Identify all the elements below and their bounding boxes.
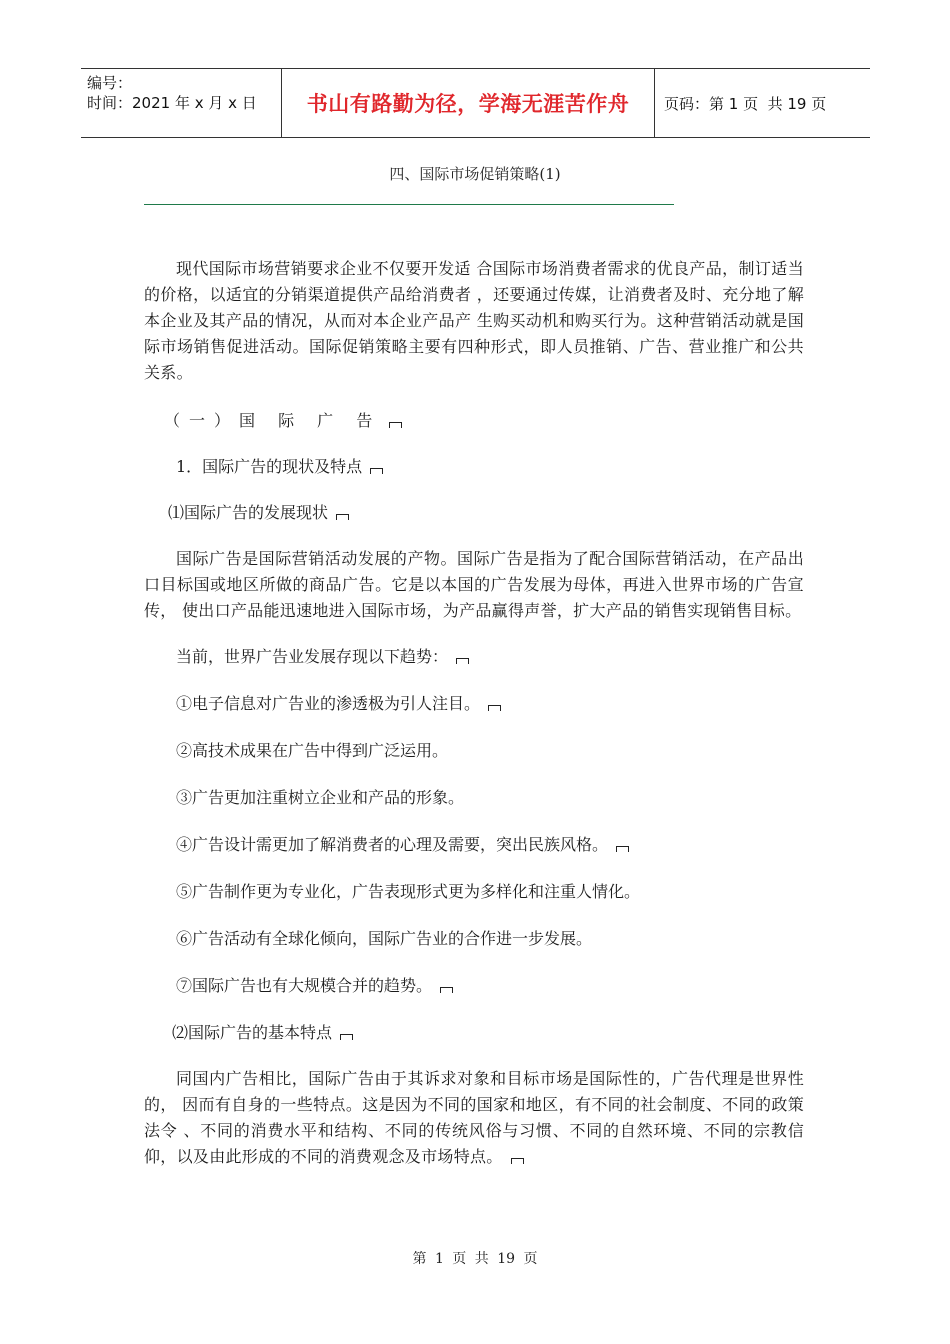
trend-item-2 (144, 738, 804, 764)
paragraph-3 (144, 1066, 804, 1170)
paragraph-mark-icon (340, 1034, 353, 1040)
trend-item-1 (144, 691, 804, 717)
trend-item-4-text: ④广告设计需更加了解消费者的心理及需要，突出民族风格。 (176, 835, 609, 854)
page-footer: 第 1 页 共 19 页 (412, 1251, 538, 1267)
header-table (81, 68, 870, 138)
paragraph-mark-icon (440, 987, 453, 993)
paragraph-mark-icon (456, 658, 469, 664)
paragraph-3-text: 同国内广告相比，国际广告由于其诉求对象和目标市场是国际性的，广告代理是世界性的， 因而有自身的一些特点。这是因为不同的国家和地区，有不同的社会制度、不同的政策法令 、不同的消费水平和结构、不同的传统风俗与习惯、不同的自然环境、不同的宗教信仰，以及由此形成的不同的消费观念及市场特点。 (144, 1069, 804, 1166)
motto-text: 书山有路勤为径，学海无涯苦作舟 (306, 92, 630, 116)
paragraph-mark-icon (616, 846, 629, 852)
paragraph-mark-icon (389, 422, 402, 428)
trend-intro-text: 当前，世界广告业发展存现以下趋势： (176, 647, 449, 666)
trend-item-7-text: ⑦国际广告也有大规模合并的趋势。 (176, 976, 433, 995)
time-label: 时间：2021 年 x 月 x 日 (87, 94, 257, 112)
subheading-1a (144, 500, 804, 526)
number-label: 编号： (87, 74, 133, 92)
trend-intro (144, 644, 804, 670)
trend-item-6 (144, 926, 804, 952)
title-divider (144, 204, 674, 205)
trend-item-5 (144, 879, 804, 905)
document-title: 四、国际市场促销策略(1) (389, 165, 561, 183)
subheading-1b-text: ⑵国际广告的基本特点 (172, 1023, 333, 1042)
paragraph-mark-icon (336, 514, 349, 520)
trend-item-5-text: ⑤广告制作更为专业化，广告表现形式更为多样化和注重人情化。 (176, 882, 641, 901)
paragraph-2: 国际广告是国际营销活动发展的产物。国际广告是指为了配合国际营销活动，在产品出口目标国或地区所做的商品广告。它是以本国的广告发展为母体，再进入世界市场的广告宣传， 使出口产品能迅速地进入国际市场，为产品赢得声誉，扩大产品的销售实现销售目标。 (144, 549, 804, 620)
trend-item-1-text: ①电子信息对广告业的渗透极为引人注目。 (176, 694, 481, 713)
document-body (144, 256, 804, 1170)
subheading-1 (144, 454, 804, 480)
page-info: 页码：第 1 页 共 19 页 (664, 94, 827, 113)
trend-item-3 (144, 785, 804, 811)
trend-item-6-text: ⑥广告活动有全球化倾向，国际广告业的合作进一步发展。 (176, 929, 593, 948)
header-motto-cell (282, 69, 655, 137)
paragraph-mark-icon (511, 1158, 524, 1164)
trend-item-7 (144, 973, 804, 999)
header-meta-cell (81, 69, 282, 137)
subheading-1b (144, 1020, 804, 1046)
subheading-1a-text: ⑴国际广告的发展现状 (168, 503, 329, 522)
intro-paragraph: 现代国际市场营销要求企业不仅要开发适 合国际市场消费者需求的优良产品，制订适当的价格，以适宜的分销渠道提供产品给消费者 ，还要通过传媒，让消费者及时、充分地了解本企业及其产品的情况，从而对本企业产品产 生购买动机和购买行为。这种营销活动就是国际市场销售促进活动。国际促销策略主要有四种形式，即人员推销、广告、营业推广和公共关系。 (144, 259, 804, 382)
paragraph-mark-icon (370, 468, 383, 474)
trend-item-4 (144, 832, 804, 858)
header-page-cell (655, 69, 870, 137)
paragraph-mark-icon (488, 705, 501, 711)
section-heading-text: （一）国 际 广 告 (164, 411, 382, 430)
trend-item-2-text: ②高技术成果在广告中得到广泛运用。 (176, 741, 449, 760)
trend-item-3-text: ③广告更加注重树立企业和产品的形象。 (176, 788, 465, 807)
section-heading (144, 408, 804, 434)
subheading-1-text: 1．国际广告的现状及特点 (176, 457, 363, 476)
